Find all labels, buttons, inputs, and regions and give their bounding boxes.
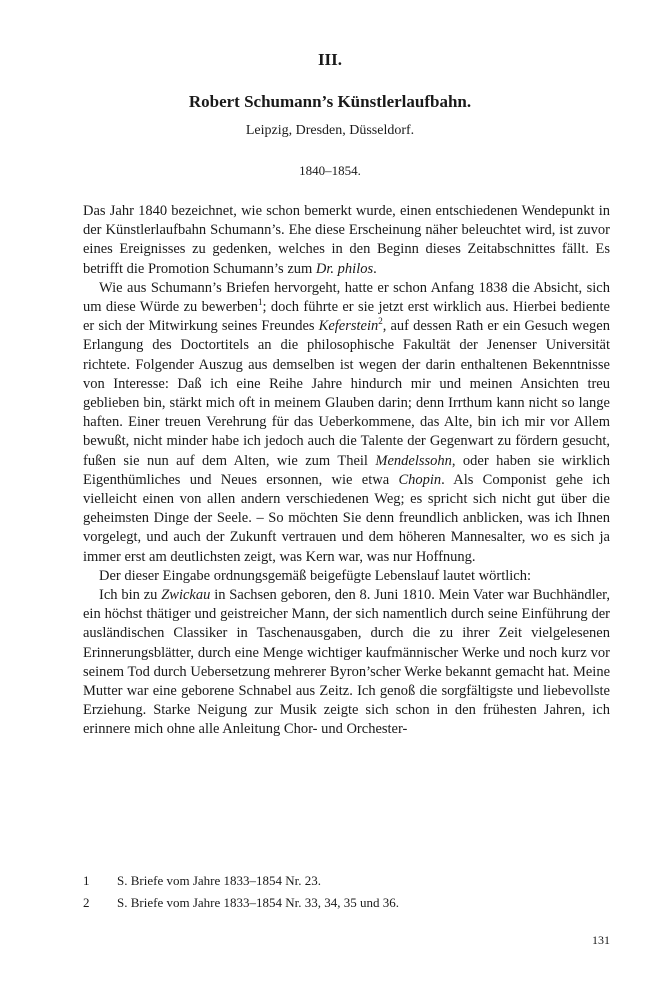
paragraph-4: Ich bin zu Zwickau in Sachsen geboren, den 8. Juni 1810. Mein Vater war Buchhändler, ein höchst thätiger und geistreicher Mann, der sich namentlich durch seine Einführung der ausländischen Classiker in Taschenausgaben, durch die zu ihrer Zeit vielgelesenen Erinnerungsblätter, durch eine Menge wichtiger kaufmännischer Werke und noch kurz vor seinem Tod durch Uebersetzung mehrerer Byron’scher Werke bekannt gemacht hat. Meine Mutter war eine geborene Schnabel aus Zeitz. Ich genoß die sorgfältigste und liebevollste Erziehung. Starke Neigung zur Musik zeigte sich schon in den frühesten Jahren, ich erinnere mich ohne alle Anleitung Chor- und Orchester- [83, 587, 610, 738]
footnote-ref-2: 2 [378, 316, 383, 327]
emphasis-dr-philos: Dr. philos [315, 260, 374, 277]
body-text [83, 202, 610, 740]
paragraph-2: Wie aus Schumann’s Briefen hervorgeht, hatte er schon Anfang 1838 die Absicht, sich um diese Würde zu bewerben$^1$; doch führte er sie jetzt erst wirklich aus. Hierbei bediente er sich der Mitwirkung seines Freundes Keferstein$^2$, auf dessen Rath er ein Gesuch wegen Erlangung des Doctortitels an die philosophische Fakultät der Jenenser Universität richtete. Folgender Auszug aus demselben ist wegen der darin enthaltenen Bekenntnisse von Interesse: Daß ich eine Reihe Jahre hindurch mir und meinen Ansichten treu geblieben bin, stärkt mich oft in meinem Glauben darin; denn Irrthum kann nicht so lange haften. Einer treuen Verehrung für das Ueberkommene, das Alte, bin ich mir vor Allem bewußt, nicht minder habe ich jedoch auch die Talente der Gegenwart zu fördern gesucht, fußen sie nun auf dem Alten, wie zum Theil Mendelssohn, oder haben sie wirklich Eigenthümliches und Neues ersonnen, wie etwa Chopin. Als Componist gehe ich vielleicht einen von allen andern verschiedenen Weg; es spricht sich nicht gut über die geheimsten Dinge der Seele. – So möchten Sie denn freundlich anblicken, was ich Ihnen vorgelegt, und auch der Zukunft vertrauen und dem höheren Mannesalter, wo es sich ja immer erst am deutlichsten zeigt, was Kern war, was nur Hoffnung. [83, 279, 610, 565]
paragraph-1: Das Jahr 1840 bezeichnet, wie schon bemerkt wurde, einen entschiedenen Wendepunkt in der Künstlerlaufbahn Schumann’s. Ehe diese Erscheinung näher beleuchtet wird, ist zuvor eines Ereignisses zu gedenken, welches in den Beginn dieses Zeitabschnittes fällt. Es betrifft die Promotion Schumann’s zum Dr. philos. [83, 203, 610, 277]
footnote-text: S. Briefe vom Jahre 1833–1854 Nr. 33, 34, 35 und 36. [117, 895, 400, 910]
chapter-subtitle: Leipzig, Dresden, Düsseldorf. [245, 123, 415, 138]
footnote-text: S. Briefe vom Jahre 1833–1854 Nr. 23. [117, 873, 322, 888]
emphasis-mendelssohn: Mendelssohn [375, 452, 452, 469]
footnote-number: 2 [83, 895, 90, 910]
footnotes [83, 872, 610, 916]
paragraph-3: Der dieser Eingabe ordnungsgemäß beigefügte Lebenslauf lautet wörtlich: [99, 567, 532, 584]
chapter-title: Robert Schumann’s Künstlerlaufbahn. [188, 92, 472, 111]
chapter-years: 1840–1854. [299, 163, 361, 178]
footnote-item [83, 894, 610, 916]
emphasis-chopin: Chopin [398, 471, 442, 488]
emphasis-keferstein: Keferstein [318, 318, 379, 335]
page-number: 131 [592, 933, 610, 947]
footnote-item [83, 872, 610, 894]
chapter-number: III. [317, 50, 343, 69]
footnote-ref-1: 1 [257, 297, 263, 308]
emphasis-zwickau: Zwickau [161, 587, 211, 604]
footnote-number: 1 [83, 873, 90, 888]
